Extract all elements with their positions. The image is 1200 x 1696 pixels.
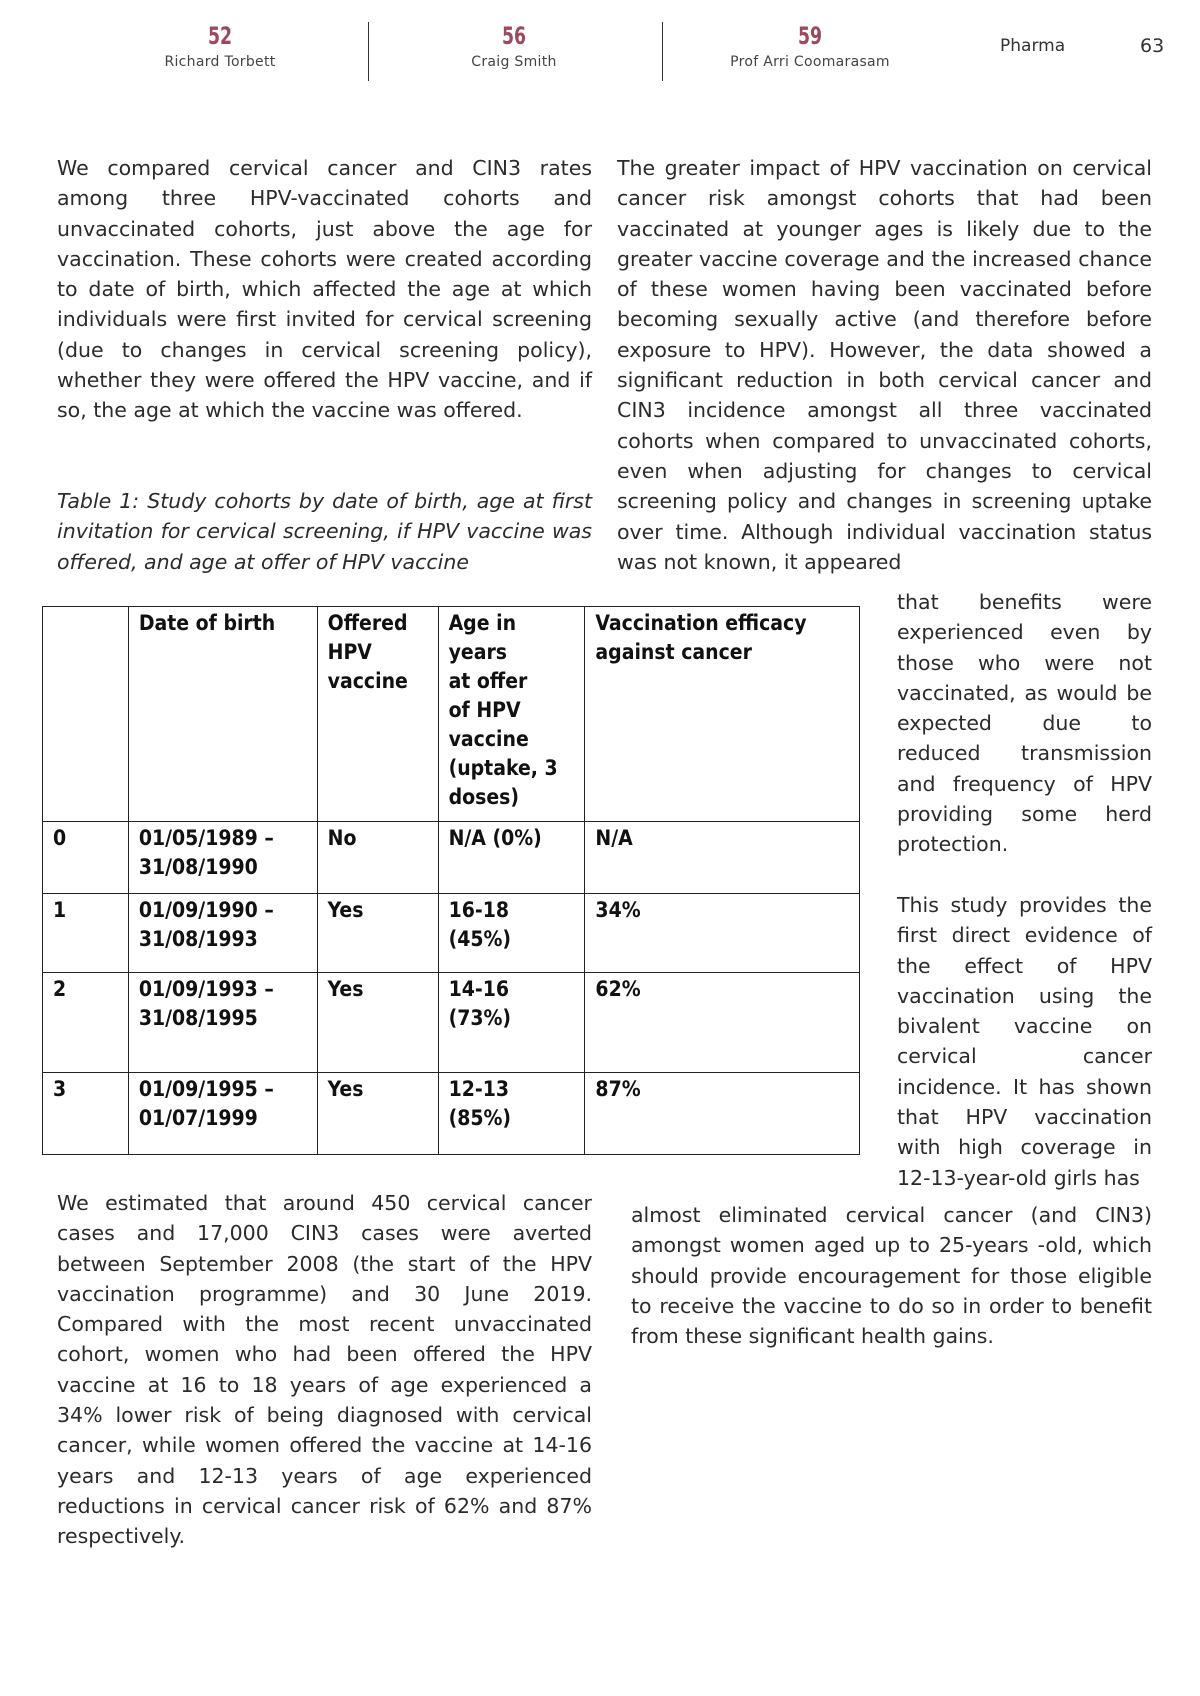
header-page-number: 56 xyxy=(501,22,527,50)
paragraph-greater-impact: The greater impact of HPV vaccination on cervical cancer risk amongst cohorts that had been vaccinated at younger ages is likely due to the greater vaccine coverage and the increased chance of these women having been vaccinated before becoming sexually active (and therefore before exposure to HPV). However, the data showed a significant reduction in both cervical cancer and CIN3 incidence amongst all three vaccinated cohorts when compared to unvaccinated cohorts, even when adjusting for changes to cervical screening policy and changes in screening uptake over time. Although individual vaccination status was not known, it appeared xyxy=(617,156,1152,574)
table-cell: N/A (0%) xyxy=(438,822,585,894)
table-row xyxy=(43,822,860,894)
table-cell: Yes xyxy=(317,894,438,973)
header-divider xyxy=(368,22,369,81)
table-caption: Table 1: Study cohorts by date of birth, age at first invitation for cervical screening, if HPV vaccine was offered, and age at offer of HPV vaccine xyxy=(57,489,592,574)
table-cell: 1 xyxy=(43,894,129,973)
header-cell-efficacy: Vaccination efficacy against cancer xyxy=(585,607,860,822)
table-cell: 01/09/1995 – 01/07/1999 xyxy=(128,1073,317,1155)
table-row xyxy=(43,973,860,1073)
header-item-56[interactable] xyxy=(414,22,614,70)
table-cell: 34% xyxy=(585,894,860,973)
study-cohorts-table xyxy=(42,606,860,1155)
paragraph-estimated: We estimated that around 450 cervical cancer cases and 17,000 CIN3 cases were averted between September 2008 (the start of the HPV vaccination programme) and 30 June 2019. Compared with the most recent unvaccinated cohort, women who had been offered the HPV vaccine at 16 to 18 years of age experienced a 34% lower risk of being diagnosed with cervical cancer, while women offered the vaccine at 14-16 years and 12-13 years of age experienced reductions in cervical cancer risk of 62% and 87% respectively. xyxy=(57,1191,592,1549)
paragraph-compared: We compared cervical cancer and CIN3 rates among three HPV-vaccinated cohorts and unvaccinated cohorts, just above the age for vaccination. These cohorts were created according to date of birth, which affected the age at which individuals were first invited for cervical screening (due to changes in cervical screening policy), whether they were offered the HPV vaccine, and if so, the age at which the vaccine was offered. xyxy=(57,156,592,423)
table-row xyxy=(43,1073,860,1155)
section-label: Pharma xyxy=(1000,36,1066,56)
header-item-52[interactable] xyxy=(120,22,320,70)
header-divider xyxy=(662,22,663,81)
table-cell: 0 xyxy=(43,822,129,894)
table-cell: 16-18 (45%) xyxy=(438,894,585,973)
table-header-row xyxy=(43,607,860,822)
table-cell: 62% xyxy=(585,973,860,1073)
page-number: 63 xyxy=(1140,35,1165,57)
header-author: Richard Torbett xyxy=(164,54,276,70)
table-cell: 2 xyxy=(43,973,129,1073)
header-cell-date-of-birth: Date of birth xyxy=(128,607,317,822)
header-cell-age: Age in years at offer of HPV vaccine (uptake, 3 doses) xyxy=(438,607,585,822)
paragraph-eliminated: almost eliminated cervical cancer (and CIN3) amongst women aged up to 25-years -old, which should provide encouragement for those eligible to receive the vaccine to do so in order to benefit from these significant health gains. xyxy=(631,1203,1152,1349)
header-page-number: 59 xyxy=(797,22,823,50)
table-cell: 14-16 (73%) xyxy=(438,973,585,1073)
paragraph-benefits: that benefits were experienced even by those who were not vaccinated, as would be expected due to reduced transmission and frequency of HPV providing some herd protection. xyxy=(897,590,1152,857)
paragraph-study-provides: This study provides the first direct evidence of the effect of HPV vaccination using the bivalent vaccine on cervical cancer incidence. It has shown that HPV vaccination with high coverage in 12-13-year-old girls has xyxy=(897,893,1152,1190)
header-author: Prof Arri Coomarasam xyxy=(730,54,890,70)
table-cell: Yes xyxy=(317,973,438,1073)
table-cell: 01/09/1993 – 31/08/1995 xyxy=(128,973,317,1073)
table-cell: No xyxy=(317,822,438,894)
table-cell: N/A xyxy=(585,822,860,894)
header-author: Craig Smith xyxy=(471,54,557,70)
table-row xyxy=(43,894,860,973)
table-cell: 01/05/1989 – 31/08/1990 xyxy=(128,822,317,894)
table-cell: 3 xyxy=(43,1073,129,1155)
header-item-59[interactable] xyxy=(710,22,910,70)
table-cell: 12-13 (85%) xyxy=(438,1073,585,1155)
table-cell: 87% xyxy=(585,1073,860,1155)
table-cell: 01/09/1990 – 31/08/1993 xyxy=(128,894,317,973)
header-page-number: 52 xyxy=(207,22,233,50)
table-cell: Yes xyxy=(317,1073,438,1155)
header-cell-offered: Offered HPV vaccine xyxy=(317,607,438,822)
header-cell-cohort xyxy=(43,607,129,822)
